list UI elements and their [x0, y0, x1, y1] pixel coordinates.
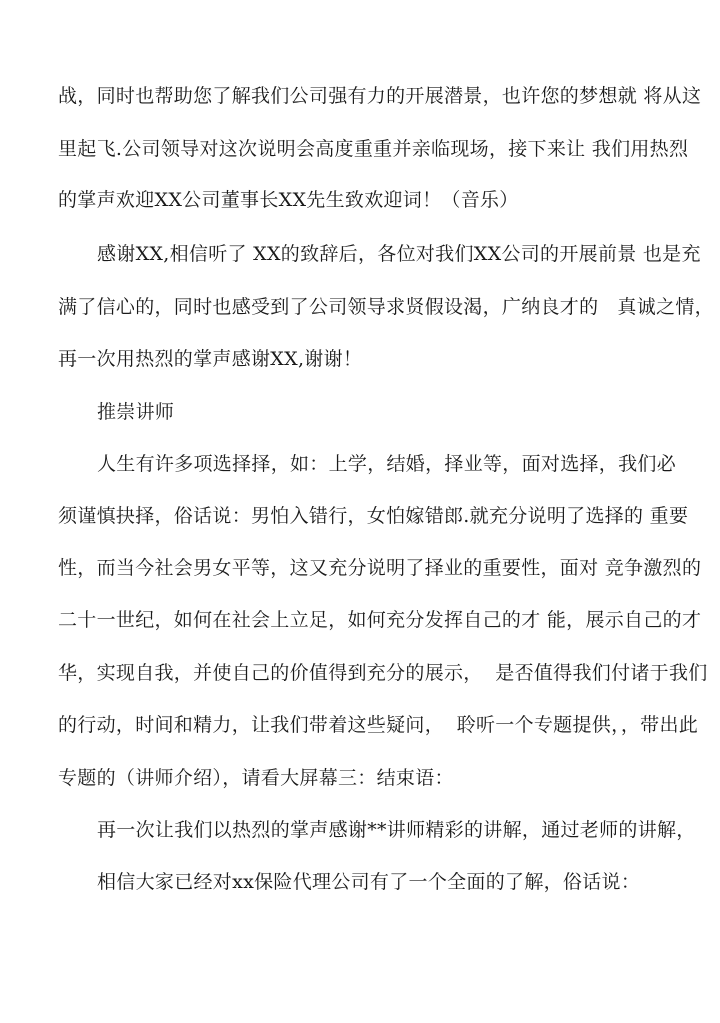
paragraph-line: 的行动，时间和精力，让我们带着这些疑问， 聆听一个专题提供，，带出此: [58, 714, 699, 736]
paragraph-line: 相信大家已经对xx保险代理公司有了一个全面的了解，俗话说：: [97, 871, 641, 893]
paragraph-line: 战，同时也帮助您了解我们公司强有力的开展潜景，也许您的梦想就 将从这: [58, 85, 702, 107]
paragraph-line: 华，实现自我，并使自己的价值得到充分的展示， 是否值得我们付诸于我们: [58, 662, 708, 684]
paragraph-line: 人生有许多项选择择，如：上学，结婚，择业等，面对选择，我们必: [97, 453, 677, 475]
paragraph-line: 二十一世纪，如何在社会上立足，如何充分发挥自己的才 能，展示自己的才: [58, 609, 702, 631]
paragraph-line: 里起飞.公司领导对这次说明会高度重重并亲临现场，接下来让 我们用热烈: [58, 138, 689, 160]
paragraph-line: 须谨慎抉择，俗话说：男怕入错行，女怕嫁错郎.就充分说明了选择的 重要: [58, 505, 689, 527]
paragraph-line: 的掌声欢迎XX公司董事长XX先生致欢迎词！（音乐）: [58, 189, 519, 211]
section-heading: 推崇讲师: [97, 401, 175, 423]
paragraph-line: 满了信心的，同时也感受到了公司领导求贤假设渴，广纳良才的 真诚之情，: [58, 296, 714, 318]
paragraph-line: 再一次让我们以热烈的掌声感谢**讲师精彩的讲解，通过老师的讲解，: [97, 819, 696, 841]
paragraph-line: 性，而当今社会男女平等，这又充分说明了择业的重要性，面对 竞争激烈的: [58, 557, 702, 579]
paragraph-line: 感谢XX,相信听了 XX的致辞后，各位对我们XX公司的开展前景 也是充: [97, 243, 701, 265]
paragraph-line: 再一次用热烈的掌声感谢XX,谢谢！: [58, 348, 363, 370]
paragraph-line: 专题的（讲师介绍），请看大屏幕三：结束语：: [58, 767, 454, 789]
